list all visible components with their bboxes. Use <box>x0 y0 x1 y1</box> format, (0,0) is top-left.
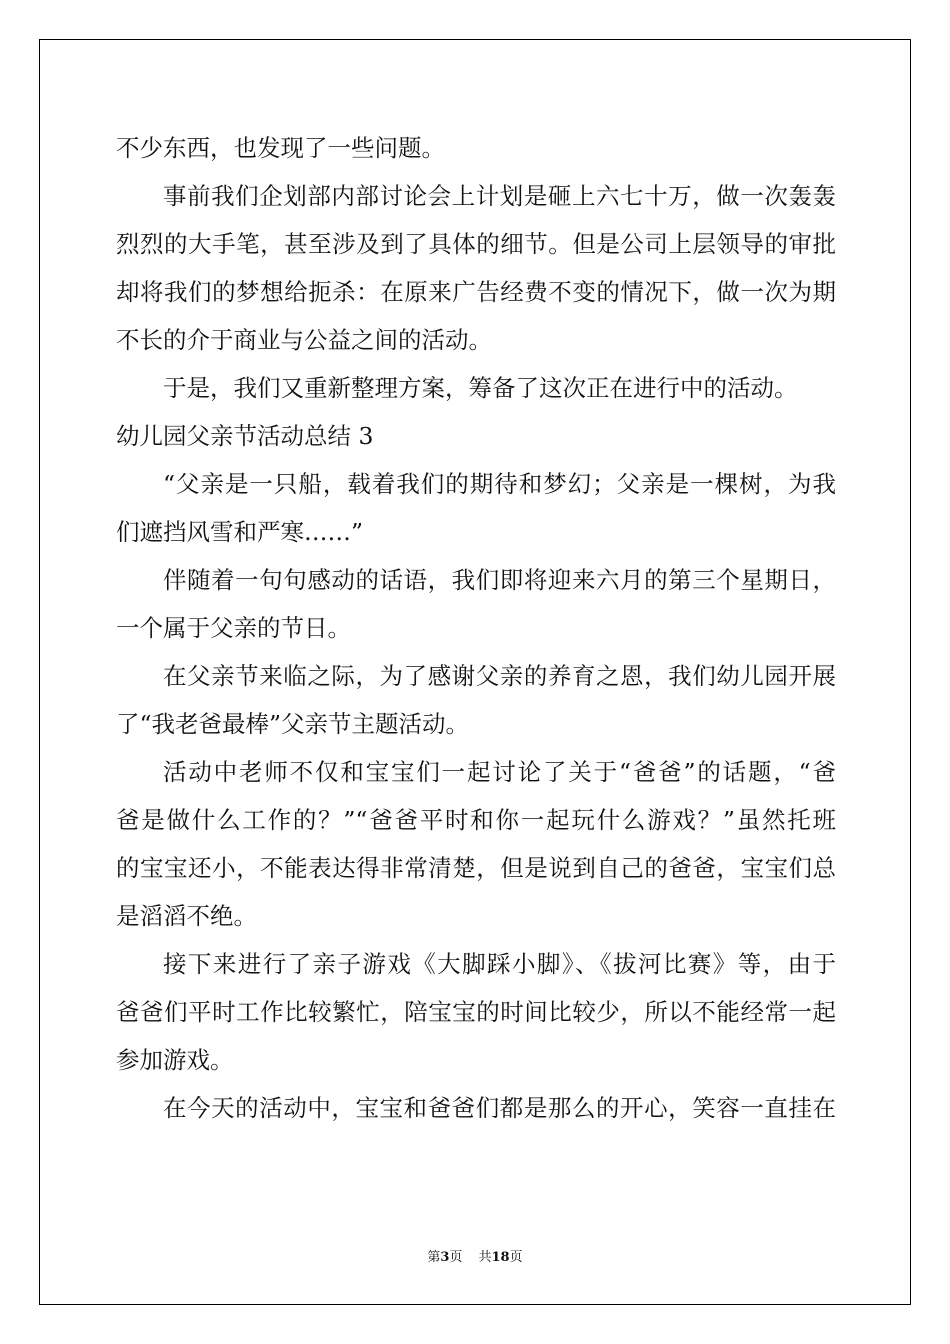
text-line: 在今天的活动中，宝宝和爸爸们都是那么的开心，笑容一直挂在 <box>163 1094 836 1122</box>
text-line: 们遮挡风雪和严寒……” <box>116 518 364 546</box>
footer-total-unit: 页 <box>509 1250 523 1265</box>
text-line: 了“我老爸最棒”父亲节主题活动。 <box>116 710 470 738</box>
text-line: 在父亲节来临之际，为了感谢父亲的养育之恩，我们幼儿园开展 <box>163 662 836 690</box>
text-line: 不少东西，也发现了一些问题。 <box>116 134 445 162</box>
current-page-number: 3 <box>440 1250 450 1265</box>
total-page-count: 18 <box>491 1250 510 1265</box>
text-line: 接下来进行了亲子游戏《大脚踩小脚》、《拔河比赛》等，由于 <box>163 950 836 978</box>
section-heading: 幼儿园父亲节活动总结 3 <box>116 422 374 450</box>
text-line: 是滔滔不绝。 <box>116 902 257 930</box>
page-footer <box>0 1246 950 1265</box>
text-line: 活动中老师不仅和宝宝们一起讨论了关于“爸爸”的话题，“爸 <box>163 758 836 786</box>
footer-prefix: 第 <box>427 1250 441 1265</box>
text-line: 事前我们企划部内部讨论会上计划是砸上六七十万，做一次轰轰 <box>163 182 836 210</box>
text-line: 的宝宝还小，不能表达得非常清楚，但是说到自己的爸爸，宝宝们总 <box>116 854 836 882</box>
text-line: 爸爸们平时工作比较繁忙，陪宝宝的时间比较少，所以不能经常一起 <box>116 998 836 1026</box>
text-line: 一个属于父亲的节日。 <box>116 614 351 642</box>
document-body <box>116 124 836 1132</box>
text-line: 于是，我们又重新整理方案，筹备了这次正在进行中的活动。 <box>163 374 798 402</box>
text-line: 参加游戏。 <box>116 1046 234 1074</box>
text-line: “父亲是一只船，载着我们的期待和梦幻；父亲是一棵树，为我 <box>163 470 836 498</box>
text-line: 却将我们的梦想给扼杀：在原来广告经费不变的情况下，做一次为期 <box>116 278 836 306</box>
text-line: 不长的介于商业与公益之间的活动。 <box>116 326 492 354</box>
text-line: 爸是做什么工作的？”“爸爸平时和你一起玩什么游戏？”虽然托班 <box>116 806 836 834</box>
footer-total-prefix: 共 <box>478 1250 492 1265</box>
text-line: 烈烈的大手笔，甚至涉及到了具体的细节。但是公司上层领导的审批 <box>116 230 836 258</box>
footer-page-unit: 页 <box>449 1250 463 1265</box>
text-line: 伴随着一句句感动的话语，我们即将迎来六月的第三个星期日， <box>163 566 836 594</box>
